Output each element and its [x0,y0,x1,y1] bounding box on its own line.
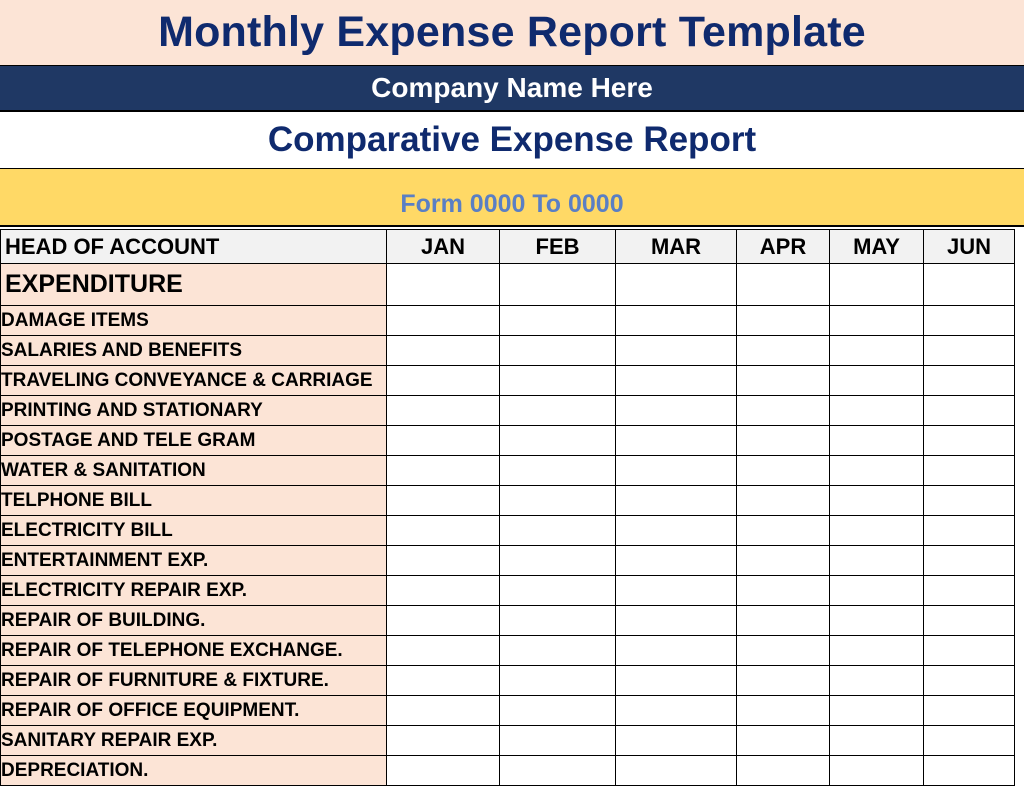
value-cell[interactable] [737,756,830,786]
table-row [1,576,1015,606]
account-label: PRINTING AND STATIONARY [1,396,387,426]
value-cell[interactable] [737,366,830,396]
value-cell[interactable] [616,426,737,456]
report-title: Monthly Expense Report Template [158,8,866,56]
value-cell[interactable] [830,516,924,546]
month-header-jan: JAN [387,230,500,264]
value-cell[interactable] [830,396,924,426]
value-cell[interactable] [616,666,737,696]
section-row [1,264,1015,306]
table-row [1,666,1015,696]
value-cell[interactable] [616,636,737,666]
value-cell[interactable] [924,486,1015,516]
value-cell[interactable] [500,516,616,546]
value-cell[interactable] [924,336,1015,366]
value-cell[interactable] [616,726,737,756]
account-label: ELECTRICITY BILL [1,516,387,546]
value-cell[interactable] [737,546,830,576]
value-cell[interactable] [924,546,1015,576]
value-cell[interactable] [924,516,1015,546]
value-cell[interactable] [830,546,924,576]
value-cell[interactable] [737,696,830,726]
value-cell[interactable] [387,606,500,636]
value-cell[interactable] [737,486,830,516]
value-cell[interactable] [387,546,500,576]
table-row [1,606,1015,636]
account-label: SANITARY REPAIR EXP. [1,726,387,756]
table-row [1,456,1015,486]
table-row [1,306,1015,336]
month-header-apr: APR [737,230,830,264]
value-cell[interactable] [500,456,616,486]
header-row [1,230,1015,264]
expense-table [0,229,1015,786]
account-label: DAMAGE ITEMS [1,306,387,336]
value-cell[interactable] [616,456,737,486]
value-cell[interactable] [830,426,924,456]
table-row [1,396,1015,426]
value-cell[interactable] [387,516,500,546]
value-cell[interactable] [387,306,500,336]
value-cell[interactable] [387,456,500,486]
account-label: REPAIR OF BUILDING. [1,606,387,636]
month-header-mar: MAR [616,230,737,264]
value-cell[interactable] [737,456,830,486]
value-cell[interactable] [616,756,737,786]
account-label: REPAIR OF TELEPHONE EXCHANGE. [1,636,387,666]
value-cell[interactable] [737,264,830,306]
value-cell[interactable] [387,264,500,306]
value-cell[interactable] [924,396,1015,426]
period-band [0,169,1024,227]
value-cell[interactable] [924,696,1015,726]
value-cell[interactable] [924,264,1015,306]
value-cell[interactable] [830,366,924,396]
value-cell[interactable] [500,636,616,666]
value-cell[interactable] [924,666,1015,696]
value-cell[interactable] [387,366,500,396]
value-cell[interactable] [924,306,1015,336]
value-cell[interactable] [500,546,616,576]
value-cell[interactable] [737,306,830,336]
table-row [1,546,1015,576]
section-label: EXPENDITURE [1,264,387,306]
subtitle-band [0,112,1024,169]
value-cell[interactable] [924,576,1015,606]
value-cell[interactable] [387,726,500,756]
table-row [1,636,1015,666]
account-label: TELPHONE BILL [1,486,387,516]
value-cell[interactable] [924,456,1015,486]
account-label: SALARIES AND BENEFITS [1,336,387,366]
value-cell[interactable] [387,636,500,666]
account-label: ELECTRICITY REPAIR EXP. [1,576,387,606]
value-cell[interactable] [830,306,924,336]
account-label: TRAVELING CONVEYANCE & CARRIAGE [1,366,387,396]
value-cell[interactable] [387,336,500,366]
value-cell[interactable] [616,486,737,516]
value-cell[interactable] [830,336,924,366]
value-cell[interactable] [924,726,1015,756]
value-cell[interactable] [616,366,737,396]
head-of-account-header: HEAD OF ACCOUNT [1,230,387,264]
account-label: ENTERTAINMENT EXP. [1,546,387,576]
value-cell[interactable] [500,336,616,366]
value-cell[interactable] [737,726,830,756]
value-cell[interactable] [616,396,737,426]
value-cell[interactable] [387,666,500,696]
table-row [1,426,1015,456]
value-cell[interactable] [387,696,500,726]
value-cell[interactable] [387,576,500,606]
value-cell[interactable] [737,336,830,366]
value-cell[interactable] [500,306,616,336]
account-label: WATER & SANITATION [1,456,387,486]
table-row [1,726,1015,756]
report-subtitle: Comparative Expense Report [267,120,757,159]
value-cell[interactable] [830,696,924,726]
value-cell[interactable] [924,426,1015,456]
month-header-feb: FEB [500,230,616,264]
value-cell[interactable] [500,756,616,786]
value-cell[interactable] [830,636,924,666]
value-cell[interactable] [500,606,616,636]
account-label: REPAIR OF FURNITURE & FIXTURE. [1,666,387,696]
value-cell[interactable] [830,576,924,606]
company-name: Company Name Here [371,72,653,103]
value-cell[interactable] [500,264,616,306]
value-cell[interactable] [737,636,830,666]
value-cell[interactable] [500,666,616,696]
value-cell[interactable] [737,666,830,696]
value-cell[interactable] [737,576,830,606]
account-label: POSTAGE AND TELE GRAM [1,426,387,456]
value-cell[interactable] [387,756,500,786]
table-row [1,336,1015,366]
value-cell[interactable] [830,756,924,786]
value-cell[interactable] [616,546,737,576]
value-cell[interactable] [924,606,1015,636]
table-row [1,696,1015,726]
value-cell[interactable] [830,726,924,756]
value-cell[interactable] [500,366,616,396]
value-cell[interactable] [830,264,924,306]
value-cell[interactable] [737,516,830,546]
title-band [0,0,1024,66]
report-period: Form 0000 To 0000 [400,190,624,218]
table-row [1,366,1015,396]
value-cell[interactable] [830,606,924,636]
value-cell[interactable] [387,486,500,516]
value-cell[interactable] [737,396,830,426]
value-cell[interactable] [500,696,616,726]
value-cell[interactable] [616,336,737,366]
value-cell[interactable] [387,396,500,426]
value-cell[interactable] [616,606,737,636]
table-row [1,516,1015,546]
value-cell[interactable] [387,426,500,456]
value-cell[interactable] [924,366,1015,396]
value-cell[interactable] [616,696,737,726]
value-cell[interactable] [616,516,737,546]
table-row [1,486,1015,516]
company-band [0,66,1024,112]
month-header-may: MAY [830,230,924,264]
month-header-jun: JUN [924,230,1015,264]
value-cell[interactable] [924,636,1015,666]
value-cell[interactable] [830,666,924,696]
value-cell[interactable] [500,576,616,606]
value-cell[interactable] [500,396,616,426]
value-cell[interactable] [500,486,616,516]
value-cell[interactable] [737,606,830,636]
value-cell[interactable] [830,456,924,486]
account-label: DEPRECIATION. [1,756,387,786]
value-cell[interactable] [830,486,924,516]
value-cell[interactable] [500,426,616,456]
value-cell[interactable] [616,306,737,336]
table-row [1,756,1015,786]
value-cell[interactable] [500,726,616,756]
account-label: REPAIR OF OFFICE EQUIPMENT. [1,696,387,726]
value-cell[interactable] [616,264,737,306]
value-cell[interactable] [616,576,737,606]
value-cell[interactable] [924,756,1015,786]
value-cell[interactable] [737,426,830,456]
